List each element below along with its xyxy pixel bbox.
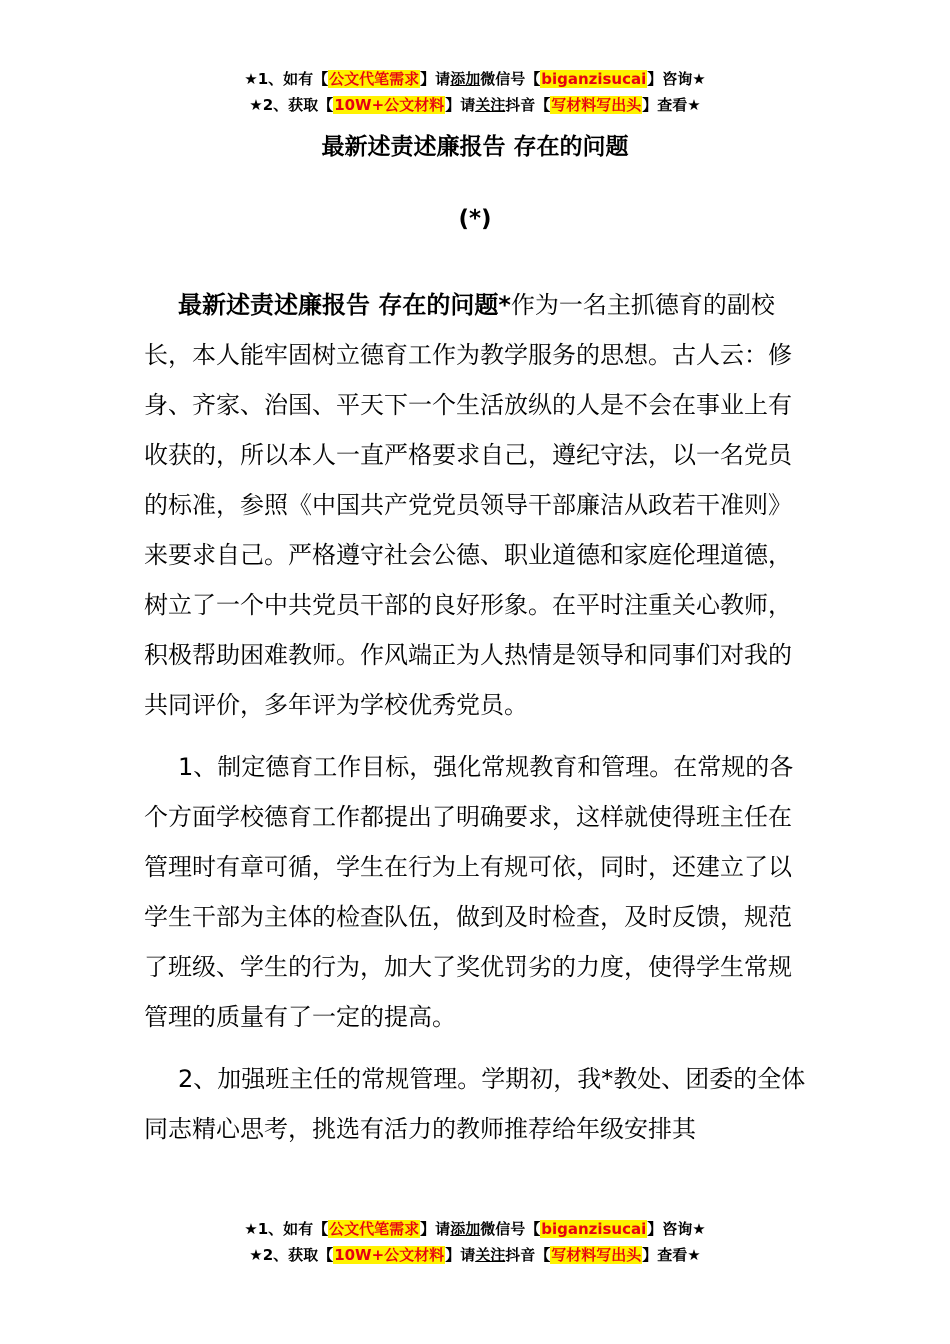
promo-highlight: 公文代笔需求 (329, 70, 420, 88)
promo-line-1 (0, 66, 950, 92)
promo-underlined: 添加 (450, 70, 481, 88)
paragraph-text: 2、加强班主任的常规管理。学期初，我*教处、团委的全体同志精心思考，挑选有活力的教师推荐给年级安排其 (144, 1065, 806, 1143)
promo-highlight: 10W+公文材料 (334, 1246, 445, 1264)
promo-banner-top (0, 66, 950, 118)
promo-text: ★2、获取【 (249, 96, 334, 114)
paragraph-text: 1、制定德育工作目标，强化常规教育和管理。在常规的各个方面学校德育工作都提出了明确要求，这样就使得班主任在管理时有章可循，学生在行为上有规可依，同时，还建立了以学生干部为主体的检查队伍，做到及时检查，及时反馈，规范了班级、学生的行为，加大了奖优罚劣的力度，使得学生常规管理的质量有了一定的提高。 (144, 753, 794, 1031)
document-subtitle: (*) (458, 206, 492, 232)
promo-text: ★2、获取【 (249, 1246, 334, 1264)
paragraph-lead: 最新述责述廉报告 存在的问题* (178, 291, 511, 319)
promo-highlight: 10W+公文材料 (334, 96, 445, 114)
promo-underlined: 添加 (450, 1220, 481, 1238)
document-title: 最新述责述廉报告 存在的问题 (321, 134, 629, 160)
promo-text: 】查看★ (642, 1246, 701, 1264)
promo-text: 】咨询★ (647, 70, 706, 88)
promo-underlined: 关注 (475, 96, 506, 114)
promo-douyin-id: 写材料写出头 (551, 1246, 642, 1264)
promo-wechat-id: biganzisucai (541, 1220, 647, 1238)
promo-highlight: 公文代笔需求 (329, 1220, 420, 1238)
promo-line-2 (0, 1242, 950, 1268)
promo-text: 】查看★ (642, 96, 701, 114)
promo-underlined: 关注 (475, 1246, 506, 1264)
promo-banner-bottom (0, 1216, 950, 1268)
promo-text: ★1、如有【 (244, 70, 329, 88)
promo-douyin-id: 写材料写出头 (551, 96, 642, 114)
promo-text: 】请 (420, 70, 451, 88)
paragraph-2 (144, 742, 810, 1042)
promo-text: 】请 (420, 1220, 451, 1238)
promo-text: 微信号【 (480, 1220, 541, 1238)
document-body (144, 280, 810, 1166)
promo-text: 微信号【 (480, 70, 541, 88)
promo-text: 】请 (445, 96, 476, 114)
paragraph-3 (144, 1054, 810, 1154)
promo-text: 】请 (445, 1246, 476, 1264)
promo-text: 】咨询★ (647, 1220, 706, 1238)
promo-text: 抖音【 (505, 96, 551, 114)
promo-text: ★1、如有【 (244, 1220, 329, 1238)
promo-wechat-id: biganzisucai (541, 70, 647, 88)
paragraph-text: 作为一名主抓德育的副校长，本人能牢固树立德育工作为教学服务的思想。古人云：修身、齐家、治国、平天下一个生活放纵的人是不会在事业上有收获的，所以本人一直严格要求自己，遵纪守法，以一名党员的标准，参照《中国共产党党员领导干部廉洁从政若干准则》来要求自己。严格遵守社会公德、职业道德和家庭伦理道德，树立了一个中共党员干部的良好形象。在平时注重关心教师，积极帮助困难教师。作风端正为人热情是领导和同事们对我的共同评价，多年评为学校优秀党员。 (144, 291, 792, 719)
promo-text: 抖音【 (505, 1246, 551, 1264)
promo-line-2 (0, 92, 950, 118)
paragraph-1 (144, 280, 810, 730)
promo-line-1 (0, 1216, 950, 1242)
